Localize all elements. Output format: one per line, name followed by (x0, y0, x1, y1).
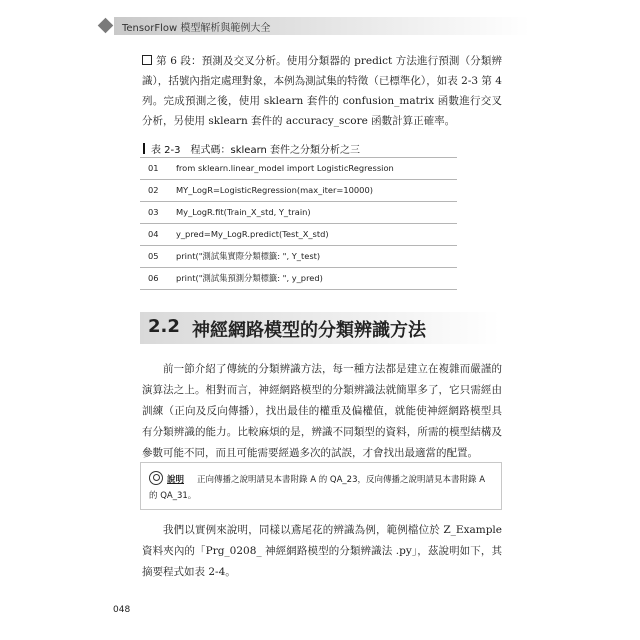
header-diamond-icon (98, 18, 114, 34)
code-row (140, 223, 457, 245)
code-line-number: 03 (148, 207, 159, 217)
code-line: from sklearn.linear_model import LogisticRegression (176, 163, 394, 173)
caption-bar-icon (143, 143, 145, 154)
checkbox-bullet-icon (142, 55, 152, 65)
code-line: My_LogR.fit(Train_X_std, Y_train) (176, 207, 311, 217)
code-row (140, 267, 457, 290)
table-caption (143, 141, 360, 156)
section-number: 2.2 (148, 316, 180, 337)
code-row (140, 179, 457, 201)
step-paragraph (142, 51, 502, 131)
code-line: print("測試集實際分類標籤: ", Y_test) (176, 251, 321, 261)
table-caption-text: 表 2-3 程式碼：sklearn 套件之分類分析之三 (151, 145, 361, 156)
note-box (140, 462, 502, 510)
section-title: 神經網路模型的分類辨識方法 (192, 320, 426, 341)
code-line: print("測試集預測分類標籤: ", y_pred) (176, 273, 323, 283)
code-line-number: 06 (148, 273, 159, 283)
book-header (100, 13, 530, 39)
code-row (140, 201, 457, 223)
note-label: 說明 (167, 475, 185, 485)
code-row (140, 245, 457, 267)
code-line-number: 02 (148, 185, 159, 195)
code-line-number: 05 (148, 251, 159, 261)
book-title: TensorFlow 模型解析與範例大全 (122, 23, 271, 34)
body-paragraph-2: 我們以實例來說明，同樣以鳶尾花的辨識為例，範例檔位於 Z_Example 資料夾內的「Prg_0208_ 神經網路模型的分類辨識法 .py」，茲說明如下，其摘要程式如表 2-4。 (142, 524, 502, 578)
code-line-number: 01 (148, 163, 159, 173)
code-line: y_pred=My_LogR.predict(Test_X_std) (176, 229, 329, 239)
code-line: MY_LogR=LogisticRegression(max_iter=10000) (176, 185, 373, 195)
section-heading (140, 312, 500, 344)
code-line-number: 04 (148, 229, 159, 239)
step-text: 第 6 段：預測及交叉分析。使用分類器的 predict 方法進行預測（分類辨識），括號內指定處理對象，本例為測試集的特徵（已標準化），如表 2-3 第 4 列。完成預測之後，使用 sklearn 套件的 confusion_matrix 函數進行交叉分析，另使用 sklearn 套件的 accuracy_score 函數計算正確率。 (142, 55, 502, 127)
body-paragraph-1: 前一節介紹了傳統的分類辨識方法，每一種方法都是建立在複雜而嚴謹的演算法之上。相對而言，神經網路模型的分類辨識法就簡單多了，它只需經由訓練（正向及反向傳播），找出最佳的權重及偏權值，就能使神經網路模型具有分類辨識的能力。比較麻煩的是，辨識不同類型的資料，所需的模型結構及參數可能不同，而且可能需要經過多次的試誤，才會找出最適當的配置。 (142, 363, 502, 459)
code-table (140, 157, 457, 290)
note-text: 正向傳播之說明請見本書附錄 A 的 QA_23，反向傳播之說明請見本書附錄 A 的 QA_31。 (149, 475, 486, 501)
code-row (140, 157, 457, 179)
page-number: 048 (113, 605, 131, 615)
